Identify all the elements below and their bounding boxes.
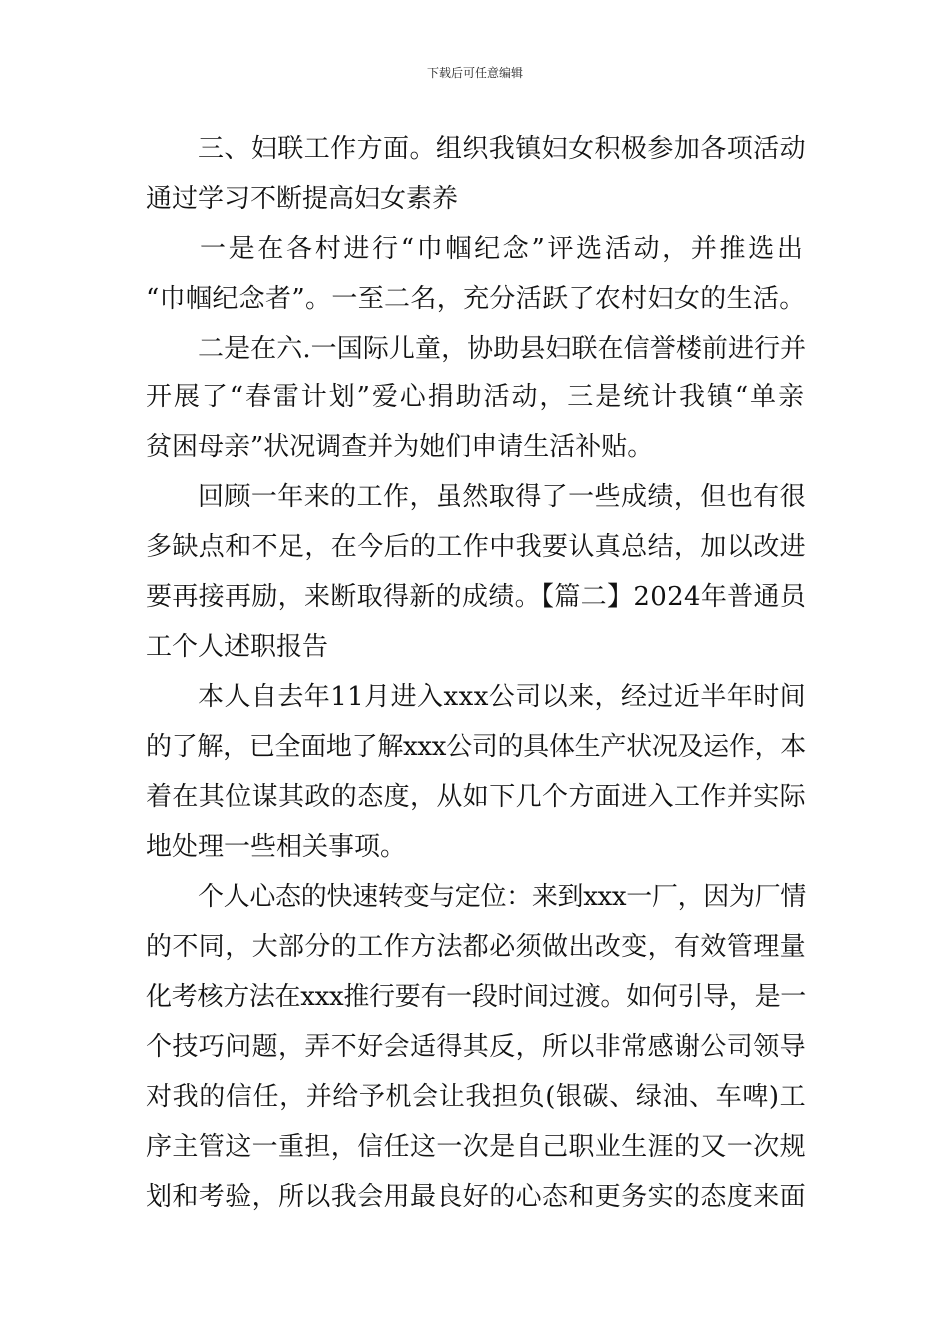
body-line: 的不同，大部分的工作方法都必须做出改变，有效管理量 [146,932,807,962]
body-line: 对我的信任，并给予机会让我担负(银碳、绿油、车啤)工 [146,1082,807,1112]
body-line: 多缺点和不足，在今后的工作中我要认真总结，加以改进 [146,532,807,562]
body-line: 着在其位谋其政的态度，从如下几个方面进入工作并实际 [146,782,807,812]
body-line: 三、妇联工作方面。组织我镇妇女积极参加各项活动 [198,134,807,164]
body-line: 本人自去年11月进入xxx公司以来，经过近半年时间 [198,682,807,712]
body-line: 地处理一些相关事项。 [146,832,407,862]
body-line: 个技巧问题，弄不好会适得其反，所以非常感谢公司领导 [146,1032,807,1062]
body-line: 个人心态的快速转变与定位：来到xxx一厂，因为厂情 [198,882,806,912]
body-line: 贫困母亲”状况调查并为她们申请生活补贴。 [146,432,654,462]
body-line: 化考核方法在xxx推行要有一段时间过渡。如何引导，是一 [146,982,806,1012]
body-line: 划和考验，所以我会用最良好的心态和更务实的态度来面 [146,1182,807,1212]
page-header: 下载后可任意编辑 [426,66,523,80]
body-line: 序主管这一重担，信任这一次是自己职业生涯的又一次规 [146,1132,807,1162]
body-line: 回顾一年来的工作，虽然取得了一些成绩，但也有很 [198,482,807,512]
body-line: 要再接再励，来断取得新的成绩。【篇二】2024年普通员 [146,582,807,612]
body-line: 工个人述职报告 [146,632,329,662]
body-line: 的了解，已全面地了解xxx公司的具体生产状况及运作，本 [146,732,806,762]
body-line: 二是在六.一国际儿童，协助县妇联在信誉楼前进行并 [198,334,807,364]
body-line: “巾帼纪念者”。一至二名，充分活跃了农村妇女的生活。 [146,284,806,314]
body-line: 一是在各村进行“巾帼纪念”评选活动，并推选出 [200,234,806,264]
body-line: 通过学习不断提高妇女素养 [146,184,459,214]
body-line: 开展了“春雷计划”爱心捐助活动，三是统计我镇“单亲 [146,382,806,412]
